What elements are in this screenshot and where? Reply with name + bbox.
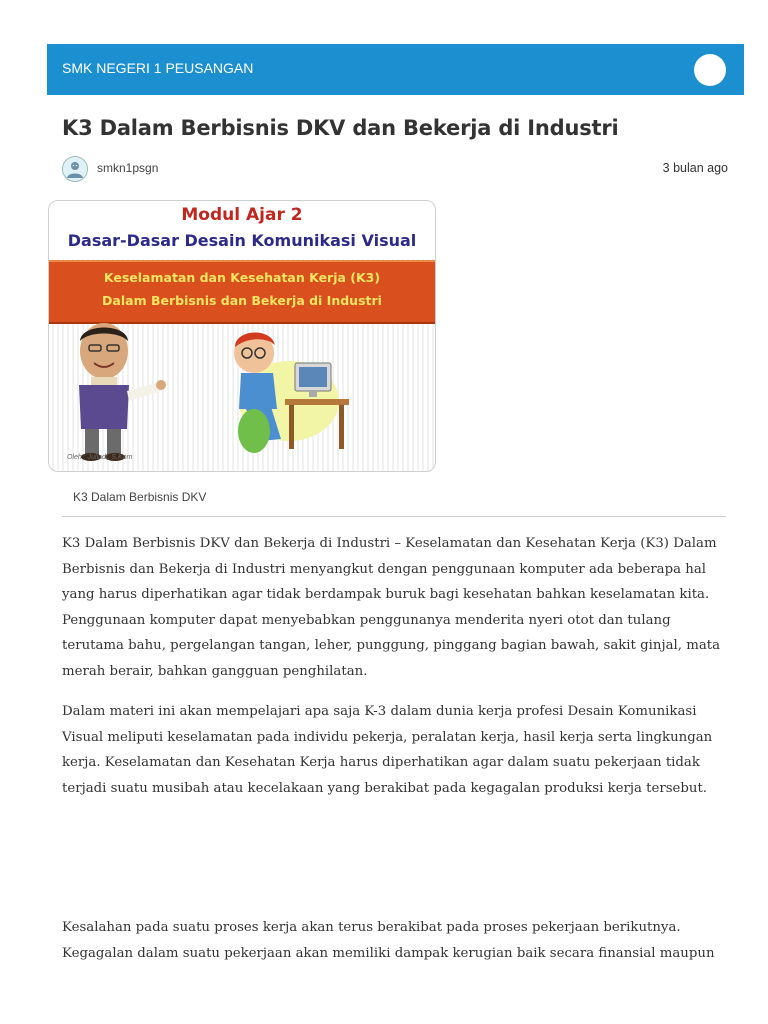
featured-image-band <box>49 260 435 324</box>
content-paragraph-2: Dalam materi ini akan mempelajari apa saja K-3 dalam dunia kerja profesi Desain Komunikasi Visual meliputi keselamatan pada individu pekerja, peralatan kerja, hasil kerja serta lingkungan kerja. Keselamatan dan Kesehatan Kerja harus diperhatikan agar dalam suatu pekerjaan tidak terjadi suatu musibah atau kecelakaan yang berakibat pada kegagalan produksi kerja tersebut. <box>62 704 713 796</box>
circle-menu-icon[interactable] <box>694 54 726 86</box>
content-paragraph-1: K3 Dalam Berbisnis DKV dan Bekerja di Industri – Keselamatan dan Kesehatan Kerja (K3) Dalam Berbisnis dan Bekerja di Industri menyangkut dengan penggunaan komputer ada beberapa hal yang harus diperhatikan agar tidak berdampak buruk bagi kesehatan bahkan keselamatan kita. Penggunaan komputer dapat menyebabkan penggunanya menderita nyeri otot dan tulang terutama bahu, pergelangan tangan, leher, punggung, pinggang bagian bawah, sakit ginjal, mata merah berair, bahkan gangguan penghilatan. <box>62 536 721 679</box>
featured-image-subtitle: Dasar-Dasar Desain Komunikasi Visual <box>67 231 417 250</box>
user-avatar-icon[interactable] <box>62 156 88 182</box>
post-title: K3 Dalam Berbisnis DKV dan Bekerja di Industri <box>62 116 619 140</box>
image-caption: K3 Dalam Berbisnis DKV <box>73 490 207 504</box>
post-date: 3 bulan ago <box>662 161 728 175</box>
post-meta <box>62 155 728 181</box>
featured-image-band-line1: Keselamatan dan Kesehatan Kerja (K3) <box>103 270 381 285</box>
author-link[interactable]: smkn1psgn <box>97 161 159 175</box>
site-header <box>47 44 744 95</box>
featured-image-band-line2: Dalam Berbisnis dan Bekerja di Industri <box>102 293 382 308</box>
featured-image <box>48 200 436 472</box>
content-paragraph-3: Kesalahan pada suatu proses kerja akan terus berakibat pada proses pekerjaan berikutnya. Kegagalan dalam suatu pekerjaan akan memiliki dampak kerugian baik secara finansial maupun <box>62 920 715 961</box>
featured-image-credit: Oleh : Juliadi, S.Kom <box>67 454 133 461</box>
featured-image-header <box>49 201 435 259</box>
site-title-link[interactable]: SMK NEGERI 1 PEUSANGAN <box>62 60 254 76</box>
featured-image-title: Modul Ajar 2 <box>181 205 303 225</box>
caption-divider <box>62 516 726 517</box>
featured-image-illustration <box>49 321 435 471</box>
